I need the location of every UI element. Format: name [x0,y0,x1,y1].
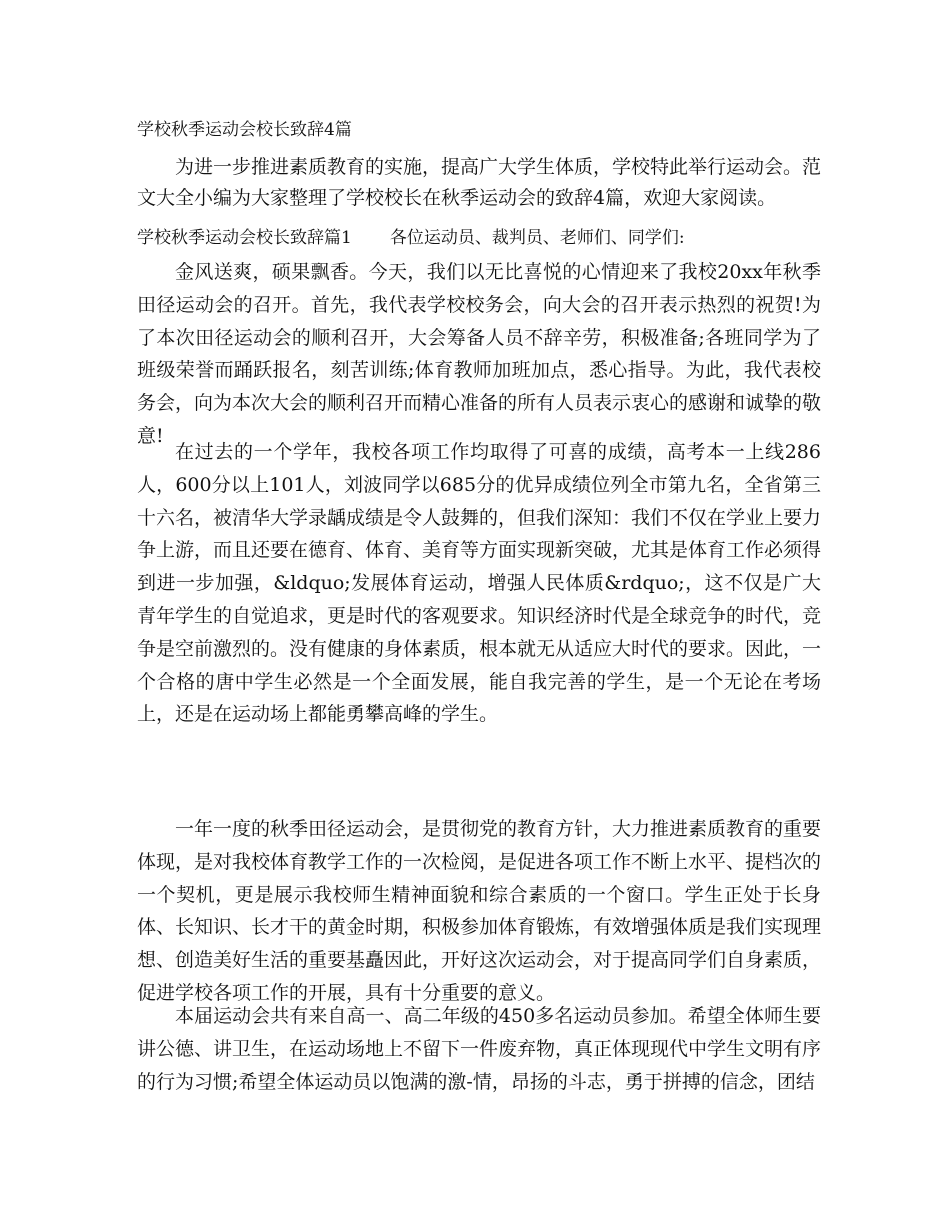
body-paragraph: 在过去的一个学年，我校各项工作均取得了可喜的成绩，高考本一上线286人，600分以上101人，刘波同学以685分的优异成绩位列全市第九名，全省第三十六名，被清华大学录龋成绩是令人鼓舞的，但我们深知：我们不仅在学业上要力争上游，而且还要在德育、体育、美育等方面实现新突破，尤其是体育工作必须得到进一步加强，&ldquo;发展体育运动，增强人民体质&rdquo;，这不仅是广大青年学生的自觉追求，更是时代的客观要求。知识经济时代是全球竞争的时代，竞争是空前激烈的。没有健康的身体素质，根本就无从适应大时代的要求。因此，一个合格的唐中学生必然是一个全面发展，能自我完善的学生，是一个无论在考场上，还是在运动场上都能勇攀高峰的学生。 [137,441,822,726]
intro-paragraph: 为进一步推进素质教育的实施，提高广大学生体质，学校特此举行运动会。范文大全小编为大家整理了学校校长在秋季运动会的致辞4篇，欢迎大家阅读。 [137,156,822,209]
body-paragraph: 一年一度的秋季田径运动会，是贯彻党的教育方针，大力推进素质教育的重要体现，是对我校体育教学工作的一次检阅，是促进各项工作不断上水平、提档次的一个契机，更是展示我校师生精神面貌和综合素质的一个窗口。学生正处于长身体、长知识、长才干的黄金时期，积极参加体育锻炼，有效增强体质是我们实现理想、创造美好生活的重要基矗因此，开好这次运动会，对于提高同学们自身素质，促进学校各项工作的开展，具有十分重要的意义。 [137,818,822,1004]
section-heading: 学校秋季运动会校长致辞篇1 [137,228,352,248]
greeting: 各位运动员、裁判员、老师们、同学们: [389,228,685,248]
body-paragraph: 本届运动会共有来自高一、高二年级的450多名运动员参加。希望全体师生要讲公德、讲卫生，在运动场地上不留下一件废弃物，真正体现现代中学生文明有序的行为习惯;希望全体运动员以饱满的激-情，昂扬的斗志，勇于拼搏的信念，团结 [137,1005,822,1093]
body-paragraph: 金风送爽，硕果飘香。今天，我们以无比喜悦的心情迎来了我校20xx年秋季田径运动会的召开。首先，我代表学校校务会，向大会的召开表示热烈的祝贺!为了本次田径运动会的顺利召开，大会筹备人员不辞辛劳，积极准备;各班同学为了班级荣誉而踊跃报名，刻苦训练;体育教师加班加点，悉心指导。为此，我代表校务会，向为本次大会的顺利召开而精心准备的所有人员表示衷心的感谢和诚挚的敬意! [137,261,822,447]
section-heading-row [137,226,685,250]
document-title: 学校秋季运动会校长致辞4篇 [137,120,352,140]
